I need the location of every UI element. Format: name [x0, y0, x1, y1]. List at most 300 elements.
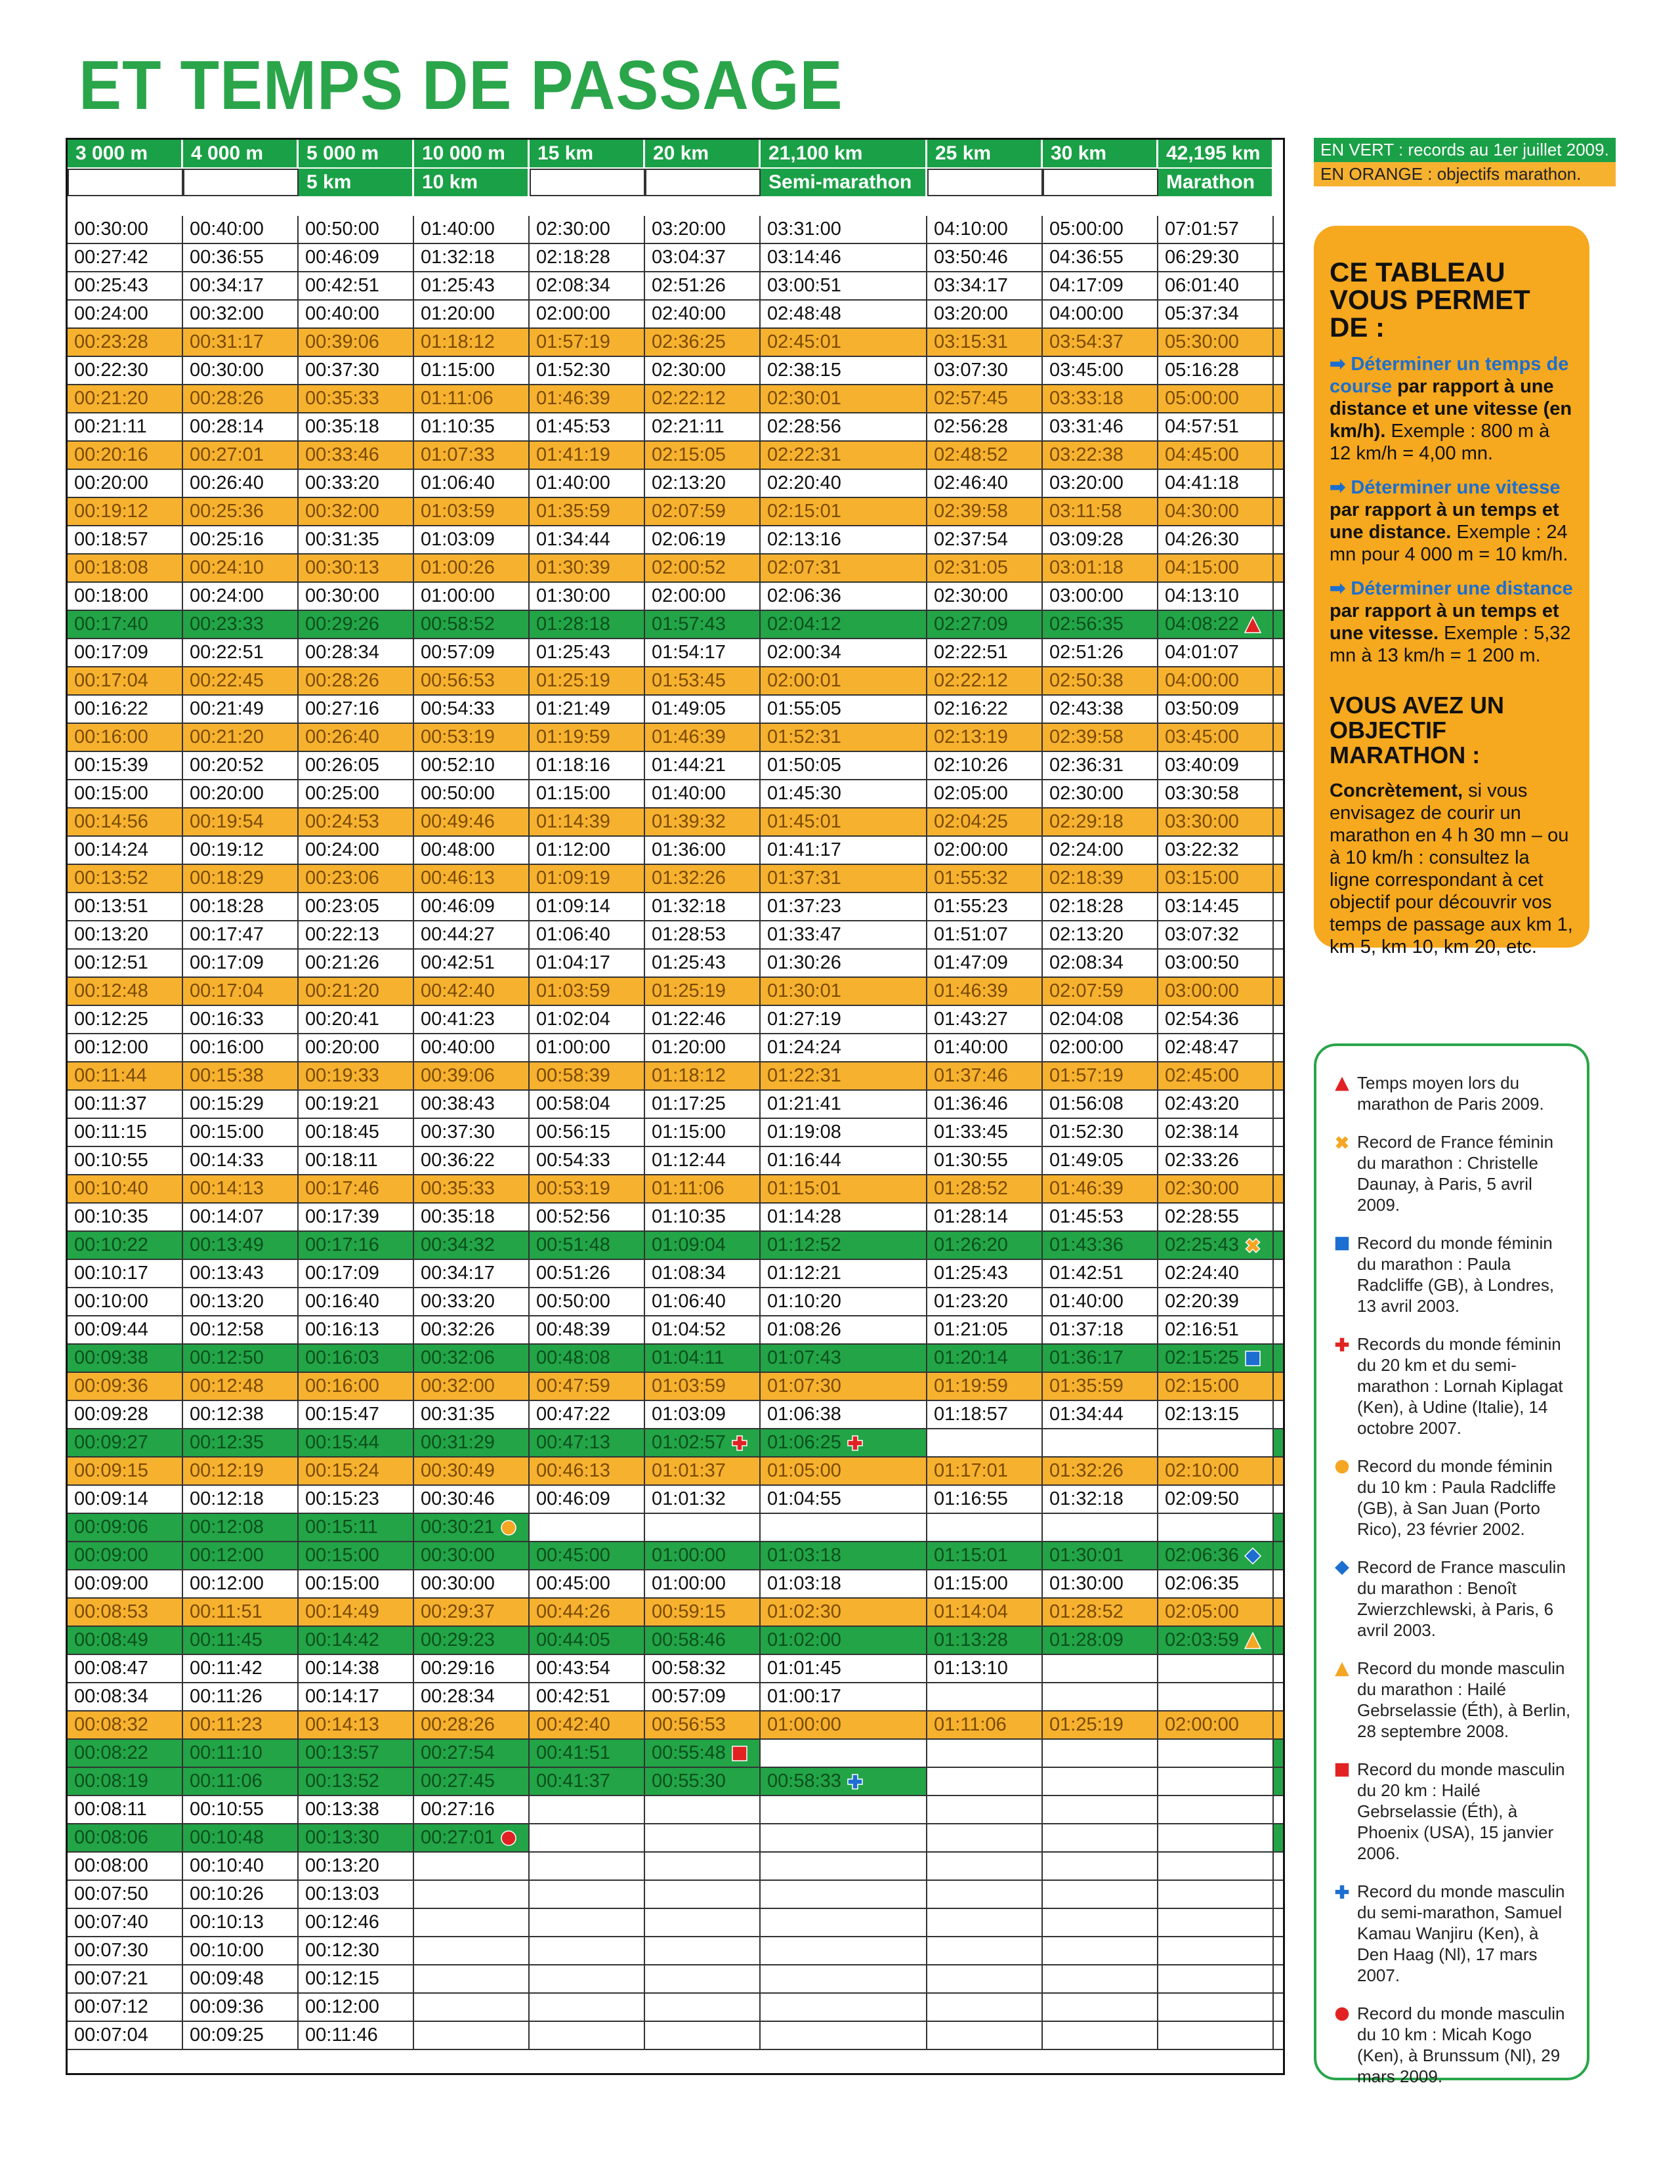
table-cell: [1043, 1542, 1158, 1569]
cell-value: 00:14:38: [305, 1658, 379, 1679]
red-circle-icon: [1334, 2006, 1351, 2023]
table-cell: [1158, 837, 1274, 864]
cell-value: 01:21:41: [767, 1093, 841, 1114]
table-cell: [68, 950, 183, 976]
cell-value: 00:12:58: [190, 1319, 264, 1340]
table-cell: [761, 244, 927, 271]
cell-value: 01:37:23: [767, 896, 841, 917]
table-cell: [299, 1514, 414, 1541]
table-cell: [1158, 1345, 1274, 1372]
table-row: [68, 357, 1283, 385]
table-cell: [1158, 1853, 1274, 1880]
table-cell: [414, 1627, 530, 1654]
table-cell: [761, 639, 927, 666]
table-cell: [414, 1034, 530, 1061]
table-row: [68, 1260, 1283, 1288]
table-cell: [68, 1486, 183, 1513]
table-cell: [645, 724, 761, 751]
table-cell: [299, 752, 414, 779]
table-cell: [927, 752, 1043, 779]
table-row: [68, 1655, 1283, 1683]
cell-value: 00:12:38: [190, 1404, 264, 1425]
cell-value: 00:32:00: [421, 1376, 495, 1396]
table-cell: [645, 780, 761, 807]
table-cell: [530, 1994, 645, 2021]
header-sub-cell: Semi-marathon: [761, 169, 927, 196]
table-cell: [645, 301, 761, 327]
table-cell: [1158, 1260, 1274, 1287]
table-row: [68, 1147, 1283, 1175]
table-cell: [1043, 583, 1158, 610]
cell-value: 03:22:32: [1165, 839, 1239, 860]
table-cell: [645, 921, 761, 948]
table-row: [68, 272, 1283, 301]
cell-value: 01:10:20: [767, 1291, 841, 1312]
table-cell: [68, 611, 183, 638]
cell-value: 02:00:00: [1165, 1714, 1239, 1735]
table-cell: [530, 639, 645, 666]
cell-value: 00:32:00: [305, 501, 379, 522]
cell-value: 02:30:00: [652, 360, 726, 381]
table-cell: [761, 442, 927, 469]
record-item: [1334, 1658, 1572, 1742]
table-cell: [183, 1796, 299, 1823]
cell-value: 01:26:20: [934, 1234, 1008, 1255]
table-cell: [927, 1260, 1043, 1287]
table-cell: [1158, 1937, 1274, 1964]
pace-table: [66, 138, 1285, 2075]
cell-value: 03:50:09: [1165, 698, 1239, 719]
cell-value: 00:11:45: [190, 1629, 262, 1650]
table-cell: [1043, 1062, 1158, 1089]
table-cell: [1043, 611, 1158, 638]
table-cell: [183, 2022, 299, 2049]
cell-value: 01:25:19: [536, 670, 610, 691]
cell-value: 01:32:18: [1049, 1488, 1124, 1509]
table-cell: [1158, 1486, 1274, 1513]
cell-value: 00:58:39: [536, 1065, 610, 1086]
cell-value: 00:10:26: [190, 1883, 264, 1904]
table-cell: [927, 950, 1043, 976]
table-cell: [927, 1288, 1043, 1315]
cell-value: 03:01:18: [1049, 557, 1124, 578]
table-cell: [68, 1994, 183, 2021]
info-item-time: ➡ Déterminer un temps de course par rapport à une distance et une vitesse (en km/h). Exemple : 800 m à 12 km/h = 4,00 mn.: [1330, 354, 1572, 464]
table-cell: [68, 1091, 183, 1118]
cell-value: 00:26:05: [305, 755, 379, 776]
cell-value: 00:30:00: [305, 585, 379, 606]
table-cell: [927, 1683, 1043, 1710]
cell-value: 00:21:20: [305, 980, 379, 1001]
cell-value: 03:07:30: [934, 360, 1008, 381]
cell-value: 00:14:42: [305, 1629, 379, 1650]
cell-value: 00:13:20: [190, 1291, 264, 1312]
table-cell: [645, 752, 761, 779]
cell-value: 00:11:46: [305, 2025, 378, 2046]
cell-value: 01:00:00: [767, 1714, 841, 1735]
cell-value: 00:44:26: [536, 1601, 610, 1622]
cell-value: 01:01:37: [652, 1460, 726, 1481]
table-cell: [645, 272, 761, 299]
cell-value: 03:14:45: [1165, 896, 1239, 917]
table-cell: [927, 808, 1043, 835]
cell-value: 01:22:31: [767, 1065, 841, 1086]
cell-value: 01:18:16: [536, 755, 610, 776]
table-row: [68, 978, 1283, 1006]
cell-value: 02:36:25: [652, 331, 726, 352]
table-cell: [927, 1401, 1043, 1428]
table-cell: [530, 1119, 645, 1146]
table-cell: [1043, 1119, 1158, 1146]
table-cell: [1043, 752, 1158, 779]
cell-value: 00:20:16: [74, 444, 148, 465]
cell-value: 00:08:11: [74, 1799, 147, 1820]
cell-value: 00:22:30: [74, 360, 148, 381]
table-cell: [299, 1288, 414, 1315]
cell-value: 03:15:31: [934, 331, 1008, 352]
table-cell: [183, 1401, 299, 1428]
table-cell: [1043, 1740, 1158, 1767]
cell-value: 01:28:09: [1049, 1629, 1124, 1650]
cell-value: 01:32:26: [1049, 1460, 1124, 1481]
cell-value: 01:37:46: [934, 1065, 1008, 1086]
table-cell: [414, 1147, 530, 1174]
cell-value: 00:08:32: [74, 1714, 148, 1735]
cell-value: 00:19:21: [305, 1093, 379, 1114]
table-row: [68, 1006, 1283, 1034]
cell-value: 03:09:28: [1049, 529, 1124, 550]
cell-value: 00:18:11: [305, 1150, 378, 1171]
table-cell: [761, 357, 927, 384]
header-sub-cell: [645, 169, 761, 196]
cell-value: 00:13:52: [74, 868, 148, 889]
table-row: [68, 1458, 1283, 1486]
cell-value: 01:17:01: [934, 1460, 1008, 1481]
header-cell: 4 000 m: [183, 140, 299, 167]
cell-value: 00:53:19: [536, 1178, 610, 1199]
table-row: [68, 1683, 1283, 1712]
cell-value: 00:46:09: [421, 896, 495, 917]
table-row: [68, 780, 1283, 808]
cell-value: 00:28:34: [305, 642, 379, 663]
table-cell: [645, 1768, 761, 1795]
orange-circle-icon: [500, 1519, 517, 1536]
cell-value: 00:09:25: [190, 2025, 264, 2046]
table-cell: [645, 1655, 761, 1682]
table-cell: [927, 1429, 1043, 1456]
cell-value: 00:16:03: [305, 1347, 379, 1368]
table-row: [68, 1937, 1283, 1965]
table-cell: [414, 329, 530, 356]
table-cell: [68, 696, 183, 723]
table-cell: [530, 413, 645, 440]
table-cell: [530, 780, 645, 807]
table-cell: [1043, 442, 1158, 469]
record-item: [1334, 1881, 1572, 1986]
table-cell: [68, 1345, 183, 1372]
cell-value: 01:55:05: [767, 698, 841, 719]
table-cell: [530, 1091, 645, 1118]
table-cell: [927, 639, 1043, 666]
table-cell: [645, 1486, 761, 1513]
cell-value: 04:26:30: [1165, 529, 1239, 550]
table-cell: [183, 667, 299, 694]
record-item: [1334, 1334, 1572, 1438]
cell-value: 00:56:15: [536, 1122, 610, 1143]
table-cell: [645, 1796, 761, 1823]
cell-value: 00:27:16: [421, 1799, 495, 1820]
table-row: [68, 1175, 1283, 1204]
cell-value: 00:17:16: [305, 1234, 379, 1255]
cell-value: 00:13:20: [74, 924, 148, 945]
cell-value: 01:12:44: [652, 1150, 726, 1171]
table-cell: [1043, 1937, 1158, 1964]
table-row: [68, 1429, 1283, 1458]
table-cell: [645, 1316, 761, 1343]
table-cell: [183, 385, 299, 412]
cell-value: 01:00:00: [536, 1037, 610, 1058]
table-cell: [414, 1119, 530, 1146]
cell-value: 01:28:52: [934, 1178, 1008, 1199]
table-cell: [530, 1429, 645, 1456]
cell-value: 00:12:18: [190, 1488, 264, 1509]
cell-value: 01:52:30: [536, 360, 610, 381]
table-cell: [645, 950, 761, 976]
cell-value: 00:52:10: [421, 755, 495, 776]
cell-value: 01:30:26: [767, 952, 841, 973]
table-cell: [927, 1458, 1043, 1484]
table-cell: [927, 1486, 1043, 1513]
table-cell: [68, 893, 183, 920]
table-cell: [927, 1994, 1043, 2021]
cell-value: 00:08:34: [74, 1686, 148, 1707]
table-cell: [68, 1881, 183, 1908]
cell-value: 00:26:40: [305, 726, 379, 747]
cell-value: 02:22:51: [934, 642, 1008, 663]
table-cell: [927, 1796, 1043, 1823]
cell-value: 03:34:17: [934, 275, 1008, 296]
table-cell: [414, 1796, 530, 1823]
table-cell: [68, 1288, 183, 1315]
cell-value: 00:09:28: [74, 1404, 148, 1425]
cell-value: 00:17:40: [74, 614, 148, 635]
table-cell: [299, 2022, 414, 2049]
cell-value: 00:24:00: [190, 585, 264, 606]
table-cell: [183, 1627, 299, 1654]
table-cell: [183, 1119, 299, 1146]
table-cell: [1043, 1345, 1158, 1372]
table-cell: [530, 1937, 645, 1964]
cell-value: 00:10:00: [190, 1940, 264, 1961]
cell-value: 03:30:00: [1165, 811, 1239, 832]
table-cell: [299, 244, 414, 271]
table-cell: [761, 1345, 927, 1372]
table-cell: [530, 526, 645, 553]
table-cell: [530, 893, 645, 920]
table-cell: [761, 2022, 927, 2049]
cell-value: 02:43:38: [1049, 698, 1124, 719]
cell-value: 00:20:52: [190, 755, 264, 776]
record-text: Records du monde féminin du 20 km et du semi-marathon : Lornah Kiplagat (Ken), à Udine (Italie), 14 octobre 2007.: [1357, 1334, 1563, 1438]
table-cell: [68, 385, 183, 412]
table-cell: [927, 1599, 1043, 1626]
table-cell: [299, 865, 414, 892]
table-cell: [1043, 1570, 1158, 1597]
cell-value: 00:12:25: [74, 1009, 148, 1030]
orange-triangle-icon: [1244, 1632, 1261, 1649]
table-cell: [68, 1965, 183, 1992]
table-cell: [927, 1514, 1043, 1541]
table-cell: [68, 2022, 183, 2049]
cell-value: 00:34:32: [421, 1234, 495, 1255]
cell-value: 01:46:39: [934, 980, 1008, 1001]
cell-value: 04:57:51: [1165, 416, 1239, 437]
cell-value: 00:12:08: [190, 1517, 264, 1538]
table-cell: [414, 1316, 530, 1343]
table-cell: [1043, 780, 1158, 807]
table-cell: [530, 1373, 645, 1400]
record-item: [1334, 1557, 1572, 1641]
cell-value: 01:04:17: [536, 952, 610, 973]
cell-value: 00:30:00: [421, 1545, 495, 1566]
cell-value: 01:21:05: [934, 1319, 1008, 1340]
cell-value: 00:10:00: [74, 1291, 148, 1312]
table-cell: [530, 1627, 645, 1654]
table-cell: [927, 1655, 1043, 1682]
orange-cross-icon: [1244, 1237, 1261, 1254]
table-cell: [927, 1175, 1043, 1202]
table-cell: [414, 1486, 530, 1513]
table-cell: [530, 1570, 645, 1597]
cell-value: 00:39:06: [305, 331, 379, 352]
table-cell: [1158, 1401, 1274, 1428]
table-cell: [68, 1175, 183, 1202]
table-cell: [761, 301, 927, 327]
cell-value: 00:32:06: [421, 1347, 495, 1368]
cell-value: 00:12:48: [74, 980, 148, 1001]
table-cell: [1043, 1204, 1158, 1230]
table-cell: [761, 272, 927, 299]
cell-value: 00:16:00: [305, 1376, 379, 1396]
cell-value: 01:19:08: [767, 1122, 841, 1143]
table-cell: [183, 1768, 299, 1795]
table-cell: [927, 837, 1043, 864]
table-cell: [645, 1542, 761, 1569]
table-cell: [183, 865, 299, 892]
cell-value: 02:05:00: [934, 783, 1008, 804]
cell-value: 01:17:25: [652, 1093, 726, 1114]
table-cell: [1158, 1881, 1274, 1908]
table-cell: [1158, 413, 1274, 440]
cell-value: 00:48:08: [536, 1347, 610, 1368]
cell-value: 01:41:17: [767, 839, 841, 860]
table-cell: [299, 1740, 414, 1767]
table-cell: [761, 526, 927, 553]
table-cell: [1158, 357, 1274, 384]
cell-value: 00:45:00: [536, 1573, 610, 1594]
table-cell: [414, 1853, 530, 1880]
table-cell: [68, 1006, 183, 1033]
cell-value: 01:18:12: [421, 331, 495, 352]
cell-value: 02:28:55: [1165, 1206, 1239, 1227]
table-cell: [927, 1881, 1043, 1908]
cell-value: 00:14:56: [74, 811, 148, 832]
table-cell: [68, 272, 183, 299]
table-cell: [1158, 1909, 1274, 1936]
cell-value: 00:14:13: [305, 1714, 379, 1735]
cell-value: 04:00:00: [1165, 670, 1239, 691]
cell-value: 00:12:51: [74, 952, 148, 973]
cell-value: 01:54:17: [652, 642, 726, 663]
table-cell: [183, 1909, 299, 1936]
cell-value: 02:08:34: [1049, 952, 1124, 973]
cell-value: 02:13:16: [767, 529, 841, 550]
cell-value: 02:36:31: [1049, 755, 1124, 776]
table-cell: [68, 413, 183, 440]
table-cell: [183, 1345, 299, 1372]
table-cell: [927, 1824, 1043, 1851]
table-cell: [645, 1740, 761, 1767]
red-plus-icon: [847, 1435, 864, 1452]
table-cell: [761, 216, 927, 243]
table-cell: [761, 950, 927, 976]
table-row: [68, 1796, 1283, 1824]
cell-value: 01:10:35: [652, 1206, 726, 1227]
cell-value: 02:07:59: [1049, 980, 1124, 1001]
table-cell: [927, 1909, 1043, 1936]
cell-value: 01:15:01: [767, 1178, 841, 1199]
cell-value: 01:14:04: [934, 1601, 1008, 1622]
cell-value: 00:37:30: [421, 1122, 495, 1143]
cell-value: 00:09:14: [74, 1488, 148, 1509]
table-cell: [761, 1316, 927, 1343]
table-cell: [1043, 1232, 1158, 1259]
cell-value: 00:29:23: [421, 1629, 495, 1650]
table-row: [68, 1316, 1283, 1345]
table-cell: [299, 329, 414, 356]
table-cell: [1158, 724, 1274, 751]
table-cell: [927, 555, 1043, 581]
cell-value: 00:54:33: [536, 1150, 610, 1171]
cell-value: 00:07:40: [74, 1912, 148, 1933]
table-cell: [645, 442, 761, 469]
table-cell: [68, 1542, 183, 1569]
info-subtitle: VOUS AVEZ UN OBJECTIF MARATHON :: [1330, 692, 1505, 768]
table-cell: [927, 2022, 1043, 2049]
table-cell: [1158, 470, 1274, 497]
table-cell: [183, 583, 299, 610]
cell-value: 00:25:43: [74, 275, 148, 296]
cell-value: 01:14:28: [767, 1206, 841, 1227]
cell-value: 00:14:49: [305, 1601, 379, 1622]
table-cell: [1043, 1599, 1158, 1626]
cell-value: 01:36:17: [1049, 1347, 1124, 1368]
table-cell: [68, 639, 183, 666]
cell-value: 00:18:08: [74, 557, 148, 578]
table-cell: [68, 724, 183, 751]
cell-value: 03:11:58: [1049, 501, 1122, 522]
cell-value: 00:08:49: [74, 1629, 148, 1650]
table-cell: [299, 216, 414, 243]
cell-value: 00:36:22: [421, 1150, 495, 1171]
table-cell: [530, 1542, 645, 1569]
cell-value: 02:03:59: [1165, 1629, 1239, 1650]
cell-value: 01:04:55: [767, 1488, 841, 1509]
cell-value: 00:58:46: [652, 1629, 726, 1650]
table-cell: [183, 1542, 299, 1569]
table-row: [68, 1486, 1283, 1514]
table-cell: [761, 1119, 927, 1146]
